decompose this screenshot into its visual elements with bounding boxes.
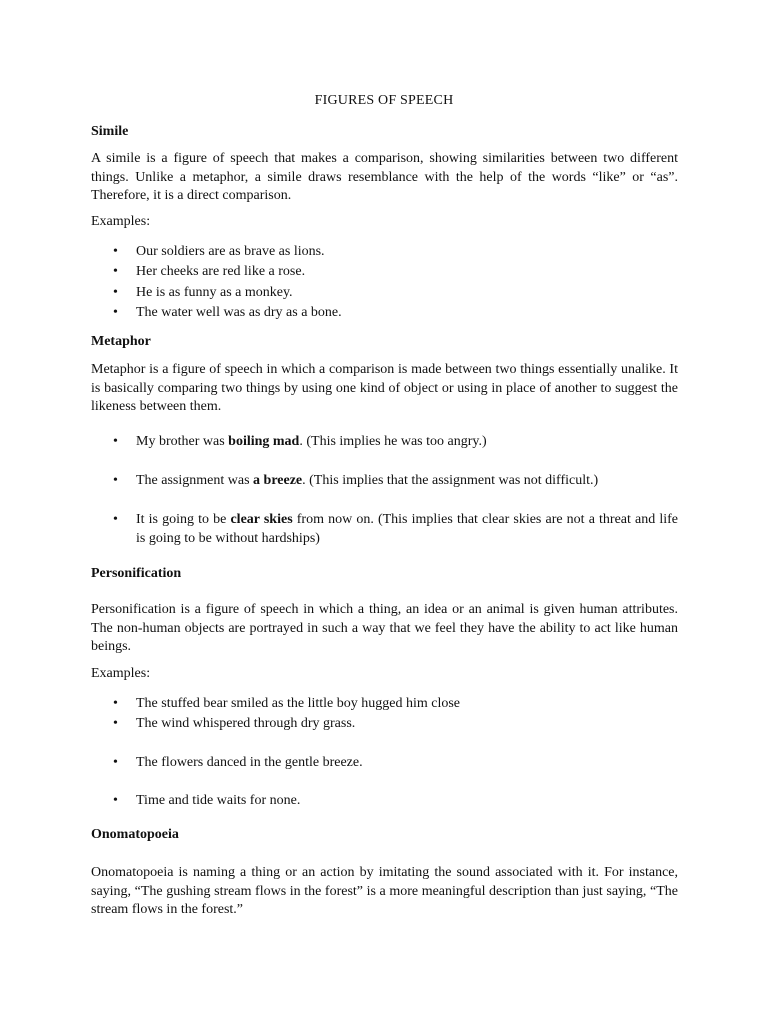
personification-list-item (113, 715, 678, 734)
metaphor-bullet-after: . (This implies he was too angry.) (299, 434, 487, 449)
bullet-icon: • (113, 473, 118, 488)
bullet-icon: • (113, 434, 118, 449)
bullet-icon: • (113, 696, 118, 711)
metaphor-bullet-text (136, 511, 678, 548)
simile-list-item (113, 304, 678, 323)
simile-bullet-text: Her cheeks are red like a rose. (136, 264, 306, 279)
personification-bullet-text: The flowers danced in the gentle breeze. (136, 755, 363, 770)
metaphor-bullet-bold: clear skies (230, 512, 293, 527)
bullet-icon: • (113, 512, 118, 527)
simile-list-item (113, 263, 678, 282)
personification-bullet-text: The wind whispered through dry grass. (136, 716, 356, 731)
personification-list-item (113, 754, 678, 773)
metaphor-bullet-before: The assignment was (136, 473, 254, 488)
metaphor-bullet-bold: a breeze (253, 473, 303, 488)
simile-bullet-text: The water well was as dry as a bone. (136, 305, 342, 320)
bullet-icon: • (113, 793, 118, 808)
simile-list-item (113, 284, 678, 303)
metaphor-list-item (113, 511, 678, 548)
simile-paragraph: A simile is a figure of speech that makes a comparison, showing similarities between two different things. Unlike a metaphor, a simile draws resemblance with the help of the words “like” or “as”. Therefore, it is a direct comparison. (91, 151, 678, 203)
personification-bullet-text: Time and tide waits for none. (136, 793, 301, 808)
personification-bullet-text: The stuffed bear smiled as the little boy hugged him close (136, 696, 460, 711)
metaphor-bullet-text (136, 433, 678, 452)
simile-list-item (113, 243, 678, 262)
bullet-icon: • (113, 264, 118, 279)
metaphor-paragraph: Metaphor is a figure of speech in which a comparison is made between two things essentially unalike. It is basically comparing two things by using one kind of object or using in place of another to suggest the likeness between them. (91, 362, 678, 414)
simile-heading: Simile (91, 124, 129, 139)
onomatopoeia-paragraph: Onomatopoeia is naming a thing or an action by imitating the sound associated with it. For instance, saying, “The gushing stream flows in the forest” is a more meaningful description than just saying, “The stream flows in the forest.” (91, 865, 678, 917)
bullet-icon: • (113, 716, 118, 731)
metaphor-heading: Metaphor (91, 334, 151, 349)
metaphor-list-item (113, 433, 678, 452)
metaphor-list-item (113, 472, 678, 491)
metaphor-bullet-before: My brother was (136, 434, 229, 449)
personification-paragraph: Personification is a figure of speech in which a thing, an idea or an animal is given human attributes. The non-human objects are portrayed in such a way that we feel they have the ability to act like human beings. (91, 602, 678, 654)
simile-bullet-text: Our soldiers are as brave as lions. (136, 244, 325, 259)
metaphor-bullet-text (136, 472, 678, 491)
bullet-icon: • (113, 244, 118, 259)
metaphor-bullet-before: It is going to be (136, 512, 231, 527)
simile-examples-label: Examples: (91, 214, 151, 229)
personification-list-item (113, 695, 678, 714)
bullet-icon: • (113, 285, 118, 300)
metaphor-bullet-after: from now on. (This implies that clear skies are not a threat and life is going to be without hardships) (136, 512, 678, 546)
bullet-icon: • (113, 755, 118, 770)
personification-examples-label: Examples: (91, 666, 151, 681)
bullet-icon: • (113, 305, 118, 320)
onomatopoeia-heading: Onomatopoeia (91, 827, 179, 842)
document-title: FIGURES OF SPEECH (314, 93, 454, 108)
personification-list-item (113, 792, 678, 811)
metaphor-bullet-after: . (This implies that the assignment was not difficult.) (302, 473, 599, 488)
personification-heading: Personification (91, 566, 182, 581)
simile-bullet-text: He is as funny as a monkey. (136, 285, 293, 300)
metaphor-bullet-bold: boiling mad (228, 434, 300, 449)
